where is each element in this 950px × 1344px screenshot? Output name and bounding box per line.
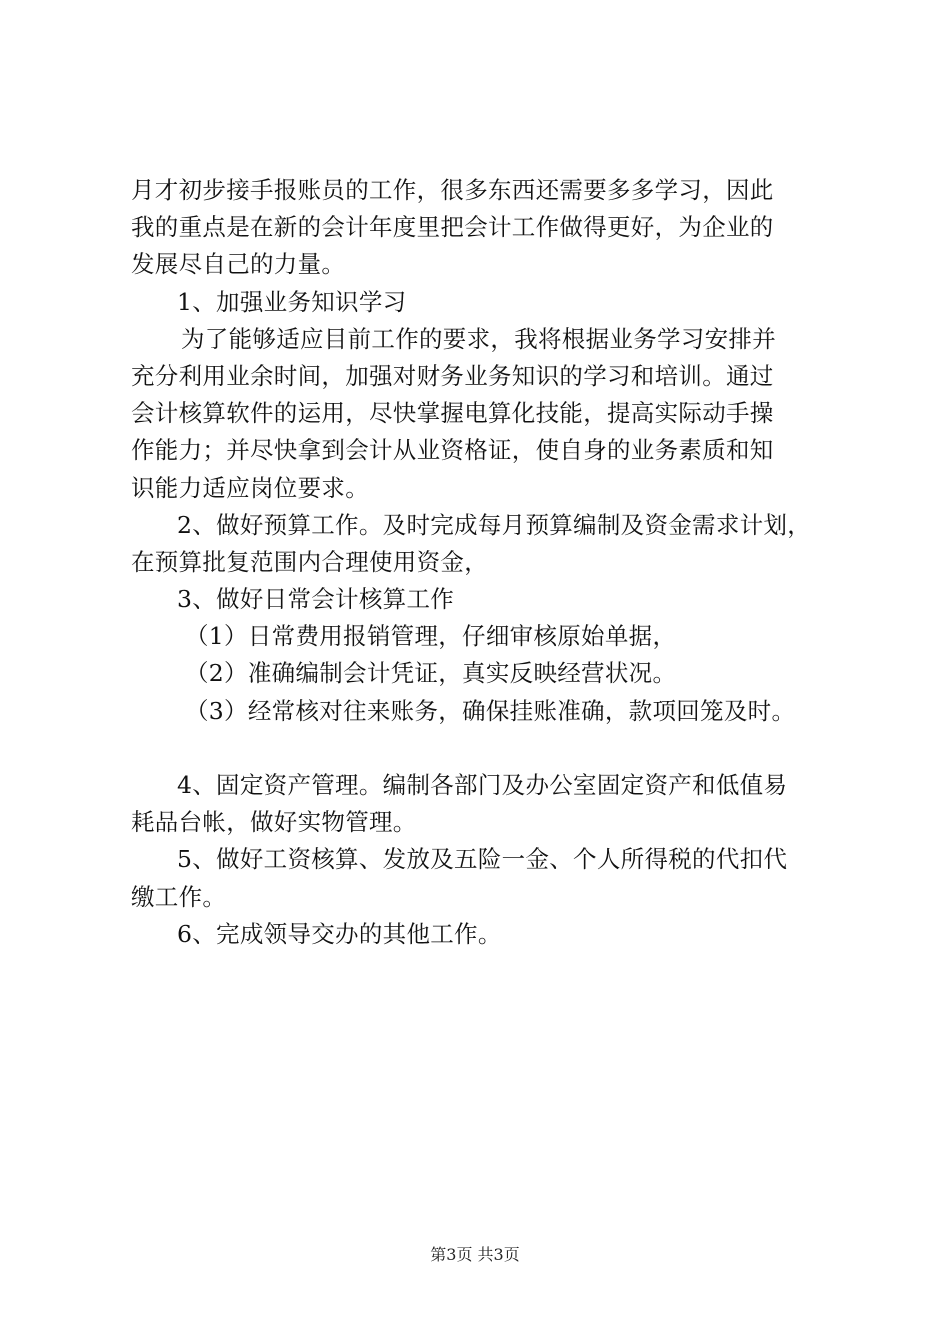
list-item: （3）经常核对往来账务，确保挂账准确，款项回笼及时。 — [185, 696, 796, 725]
body-line: 发展尽自己的力量。 — [131, 250, 346, 279]
body-line: 识能力适应岗位要求。 — [131, 473, 369, 502]
body-line: 月才初步接手报账员的工作，很多东西还需要多多学习，因此 — [131, 176, 774, 204]
blank-line — [131, 730, 831, 767]
page-footer: 第3页 共3页 — [430, 1245, 520, 1264]
section-heading-5: 5、做好工资核算、发放及五险一金、个人所得税的代扣代 — [177, 845, 788, 874]
body-line: 会计核算软件的运用，尽快掌握电算化技能，提高实际动手操 — [131, 399, 774, 428]
section-heading-2: 2、做好预算工作。及时完成每月预算编制及资金需求计划， — [177, 510, 812, 539]
body-line: 充分利用业余时间，加强对财务业务知识的学习和培训。通过 — [131, 361, 774, 390]
list-item: （2）准确编制会计凭证，真实反映经营状况。 — [185, 659, 677, 688]
section-heading-1: 1、加强业务知识学习 — [177, 287, 407, 316]
body-line: 为了能够适应目前工作的要求，我将根据业务学习安排并 — [181, 324, 776, 353]
list-item: （1）日常费用报销管理，仔细审核原始单据， — [185, 622, 677, 651]
section-heading-4: 4、固定资产管理。编制各部门及办公室固定资产和低值易 — [177, 771, 788, 799]
body-line: 我的重点是在新的会计年度里把会计工作做得更好，为企业的 — [131, 213, 774, 242]
body-line: 缴工作。 — [131, 882, 227, 911]
section-heading-3: 3、做好日常会计核算工作 — [177, 585, 455, 614]
section-heading-6: 6、完成领导交办的其他工作。 — [177, 919, 502, 948]
document-body — [131, 172, 831, 953]
body-line: 在预算批复范围内合理使用资金， — [131, 547, 488, 576]
body-line: 作能力；并尽快拿到会计从业资格证，使自身的业务素质和知 — [131, 436, 774, 465]
body-line: 耗品台帐，做好实物管理。 — [131, 808, 417, 837]
